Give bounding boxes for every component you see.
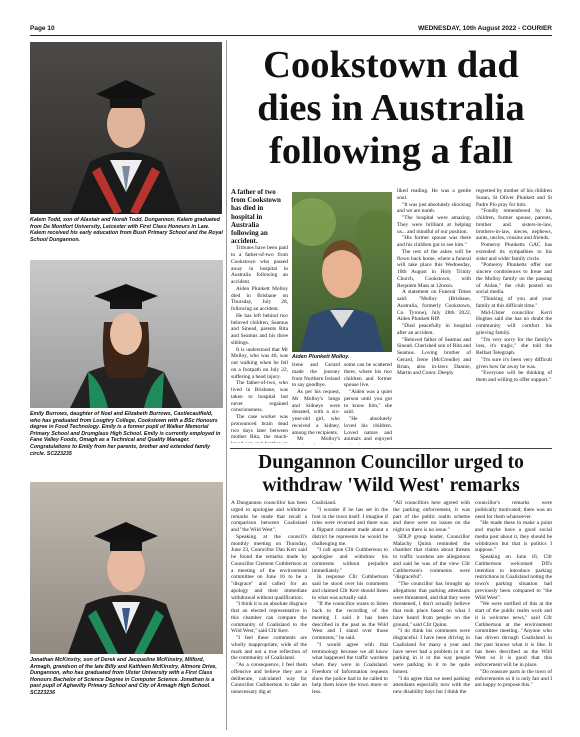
header-rule	[30, 35, 552, 36]
page-number: Page 10	[30, 24, 55, 32]
story1-col3: some can be scattered there, where his two children and former spouse live. "Aiden was a quiet person until you got to know him," she said. "He absolutely loved his children. Loved nature and animals and enjoyed	[344, 362, 392, 443]
story2-col4: councillor's remarks were politically motivated; there was no need for them whatsoever. "He made these to make a point and maybe have a good social media post about it, they should be withdrawn but that is politics I suppose." Speaking on June 16, Cllr Cuthbertson welcomed DfI's intention to introduce parking restrictions in Coalisland noting the town's parking situation had previously been compared to "the Wild West". "We were notified of this at the start of the public realm work and it is welcome news," said Cllr Cuthbertson at the environment committee meeting. "Anyone who has driven through Coalisland in the past knows what it is like. It has been described as the Wild West so it is good that this enforcement will be in place. "Do reassure parts in the town of enforcements so it is only fair and I am happy to propose this."	[475, 500, 552, 689]
kalem-todd-photo	[30, 42, 222, 214]
jonathan-mckinstry-caption: Jonathan McKinstry, son of Derek and Jacqueline McKinstry, Milford, Armagh, grandson of the late Billy and Kathleen McKinstry, Altmore Drive, Dungannon, who has graduated from Ulster University with a First Class Honours Bachelor of Science Degree in Computer Science. Jonathan is a past pupil of Aghavilly Primary School and City of Armagh High School. SC223236	[30, 657, 217, 696]
story-divider	[230, 448, 552, 449]
story1-col5: regretted by mother of his children Susan, St Oliver Plunkett and St Padre Pio pray for him. "Fondly remembered by his children, former spouse, parents, brother and sisters-in-law, brothers-in-law, nieces, nephews, aunts, uncles, cousins and friends. Pomeroy Plunketts GAC has extended its sympathies to his sister and wider family circle. "Pomeroy Plunketts offer our sincere condolences to Irene and the Molloy family on the passing of Aidan," the club posted on social media. "Thinking of you and your family at this difficult time." Mid-Ulster councillor Kerri Hughes said she has no doubt the community will comfort his grieving family. "I'm very sorry for the family's loss, it's tragic," she told the Belfast Telegraph. "I'm sure it's been very difficult given how far away he was. "Everyone will be thinking of them and willing to offer support."	[476, 188, 552, 383]
column-divider	[226, 40, 227, 730]
story2-col2: Coalisland. "I wonder if he has set in the foot in the town itself. I imagine if roles were reversed and there was a flippant comment made about a district he represents he would be challenging me. "I call upon Cllr Cuthbertson to apologise and withdraw his comments without prejudice immediately." In response Cllr Cuthbertson said he stood over his comments and claimed Cllr Kerr should listen to what was actually said. "If the councillor wants to listen back to the recording of the meeting I said it has been described in the past as the Wild West and I stand over those comments," he said. "I would agree with that terminology because we all know what happened the traffic wardens when they were in Coalisland. Freedom of Information requests show the police had to be called to help them leave the town more or less.	[312, 500, 388, 695]
story2-col3: "All councillors here agreed with the parking enforcement, it was part of the public realm scheme and there were no issues on the night so there is no issue." SDLP group leader, Councillor Malachy Quinn reminded the chamber that claims about threats to traffic wardens are allegations and said he was of the view Cllr Cuthbertson's comments were "disgraceful". "The councillor has brought up allegations that parking attendants were threatened, and that they were threatened, I don't actually believe that took place based on what I have heard from people on the ground," said Cllr Quinn. "I do think his comments were disgraceful. I have been driving in Coalisland for many a year and have never had a problem in it or parking in it or the way people were parking in it to be quite honest. "I do agree that we need parking attendants especially now with the new disability bays but I think the	[393, 500, 470, 695]
story1-col1: A father of two from Cookstown has died in hospital in Australia following an accident. Tributes have been paid to a father-of-two from Cookstown who passed away in hospital in Australia following an accident. Aiden Plunkett Molloy died in Brisbane on Thursday, July 28, following an accident. He has left behind two beloved children, Seamus and Sinead, parents Rita and Seamus and his three siblings. It is understood that Mr Molloy, who was 46, was out walking when he fell on a footpath on July 22, suffering a head injury. The father-of-two, who lived in Brisbane, was taken to hospital but never regained consciousness. The case worker was pronounced brain dead two days later between mother Rita, the much-	[231, 188, 288, 441]
aiden-molloy-photo	[292, 192, 392, 352]
emily-burrows-photo	[30, 260, 223, 408]
issue-date: WEDNESDAY, 10th August 2022 - COURIER	[418, 24, 552, 32]
story1-headline: Cookstown dad dies in Australia following a fall	[257, 44, 525, 172]
story2-col1: A Dungannon councillor has been urged to apologise and withdraw remarks he made that recall a comparison between Coalisland and "the Wild West". Speaking at the council's monthly meeting on Thursday, June 23, Councillor Dan Kerr said he found the remarks made by Councillor Clement Cuthbertson at a meeting of the environment committee on June 16 to be a "disgrace" and called for an apology and their immediate withdrawal without qualification. "I think it is an absolute disgrace that an elected representative in this chamber can compare the community of Coalisland to the Wild West," said Cllr Kerr. "I feel these comments are wholly inappropriate, wide of the mark and not a true reflection of the community of Coalisland. "As a consequence, I feel them offensive and believe they are a deliberate, calculated way for Councillor Cuthbertson to take an unnecessary dig at	[231, 500, 307, 695]
story1-col2: Irene and Gerard made the journey from Northern Ireland to say goodbye. As per his request, Mr Molloy's lungs and kidneys were donated, with a six-year-old girl, who received a kidney, among the recipients. Mr Molloy's	[292, 362, 340, 443]
story2-headline: Dungannon Councillor urged to withdraw 'Wild West' remarks	[258, 452, 524, 496]
aiden-molloy-caption: Aiden Plunkett Molloy.	[292, 354, 350, 360]
emily-burrows-caption: Emily Burrows, daughter of Noel and Elizabeth Burrows, Castlecaulfield, who has graduated from Loughry College, Cookstown with a BSc Honours degree in Food Technology. Emily is a former pupil of Walker Memorial Primary School and Drumglass High School. Emily is currently employed in Fane Valley Foods, Omagh as a Technical and Quality Manager. Congratulations to Emily from her parents, brother and extended family circle. SC223235	[30, 411, 221, 457]
story1-col4: liked reading. He was a gentle soul. "It was just absolutely shocking and we are numb. "The hospital were amazing. They were brilliant at helping us... and mindful of our position. "His former spouse was there and his children got to see him." The rest of the ashes will be flown back home, where a funeral will take place this Wednesday, 10th August in Holy Trinity Church, Cookstown, with Requiem Mass at 12noon. A statement on Funeral Times said: "Molloy (Brisbane, Australia, formerly Cookstown, Co. Tyrone), July 28th 2022, Aiden Plunkett RIP. "Died peacefully in hospital after an accident. "Beloved father of Seamus and Sinead. Cherished son of Rita and Seamus. Loving brother of Gerard, Irene (McCrendle) and Brian, also in-laws Dannie, Martin and Conor. Deeply	[397, 188, 471, 377]
kalem-todd-caption: Kalem Todd, son of Alastair and Norah Todd, Dungannon. Kalem graduated from De Montfort University, Leicester with First Class Honours in Law. Kalem received his early education from Bush Primary School and the Royal School Dungannon.	[30, 217, 223, 243]
jonathan-mckinstry-photo	[30, 482, 223, 654]
page-header	[30, 23, 552, 33]
